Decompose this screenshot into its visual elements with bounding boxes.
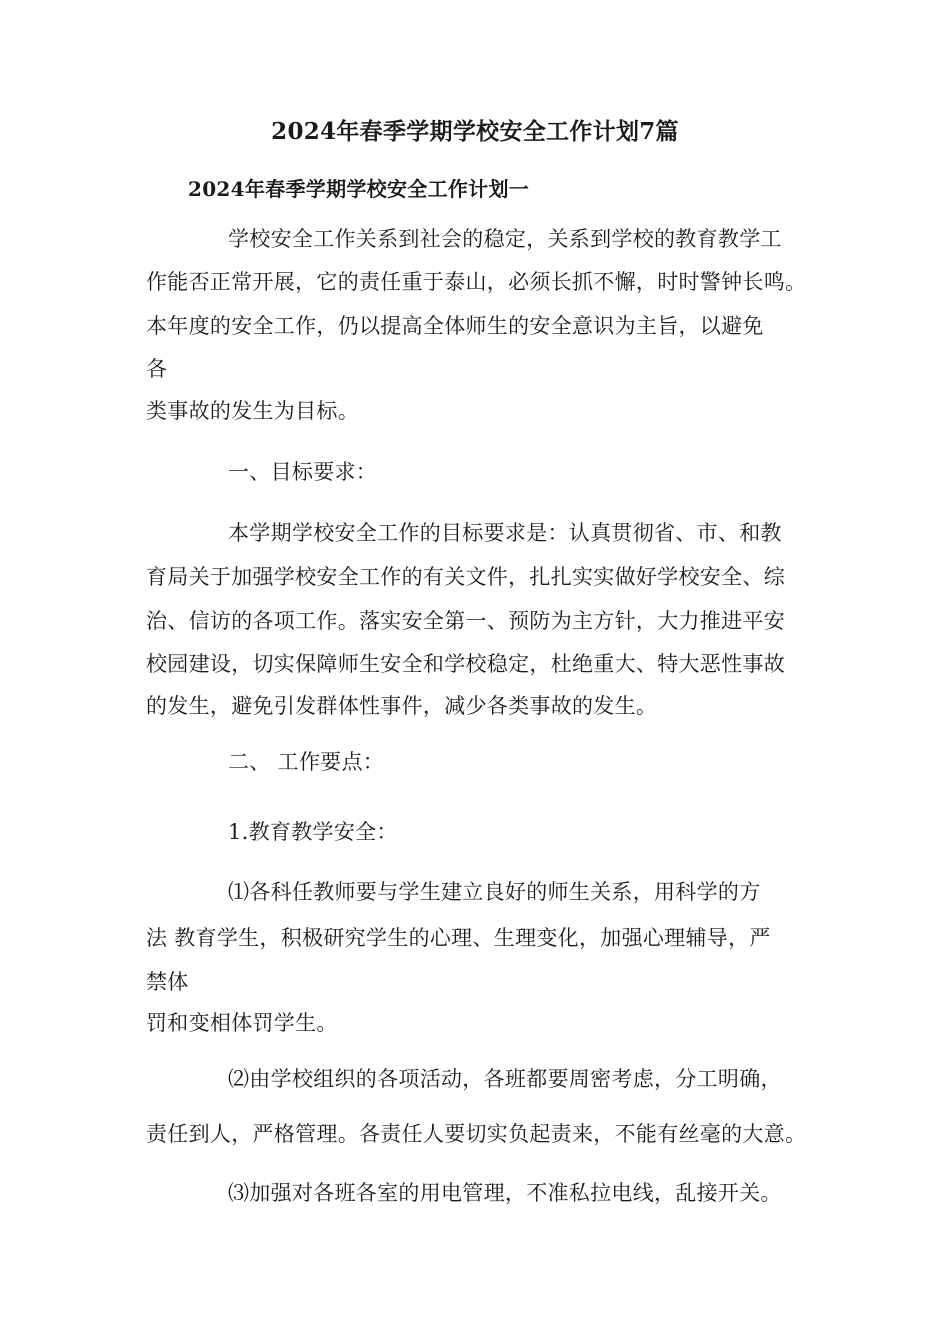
paragraph-line: 罚和变相体罚学生。 [146,1011,338,1035]
paragraph-line: 各 [146,357,168,381]
section-heading: 二、 工作要点： [228,750,385,774]
section-heading: 一、目标要求： [228,460,378,484]
paragraph-line: 法 教育学生，积极研究学生的心理、生理变化，加强心理辅导，严 [146,926,771,950]
paragraph-line: 学校安全工作关系到社会的稳定，关系到学校的教育教学工 [228,227,782,251]
paragraph-line: 治、信访的各项工作。落实安全第一、预防为主方针，大力推进平安 [146,609,785,633]
subsection-heading: 1.教育教学安全： [228,820,398,844]
section-heading: 2024年春季学期学校安全工作计划一 [188,177,530,201]
paragraph-line: 本年度的安全工作，仍以提高全体师生的安全意识为主旨，以避免 [146,314,764,338]
paragraph-line: 类事故的发生为目标。 [146,399,359,423]
paragraph-line: 育局关于加强学校安全工作的有关文件，扎扎实实做好学校安全、综 [146,565,785,589]
paragraph-line: 校园建设，切实保障师生安全和学校稳定，杜绝重大、特大恶性事故 [146,652,785,676]
paragraph-line: 责任到人，严格管理。各责任人要切实负起责来，不能有丝毫的大意。 [146,1122,807,1146]
paragraph-line: ⑶加强对各班各室的用电管理，不准私拉电线，乱接开关。 [228,1181,782,1205]
paragraph-line: ⑵由学校组织的各项活动，各班都要周密考虑，分工明确， [228,1067,782,1091]
paragraph-line: 本学期学校安全工作的目标要求是：认真贯彻省、市、和教 [228,521,782,545]
document-title: 2024年春季学期学校安全工作计划7篇 [271,118,679,145]
paragraph-line: 的发生，避免引发群体性事件，减少各类事故的发生。 [146,694,658,718]
paragraph-line: ⑴各科任教师要与学生建立良好的师生关系，用科学的方 [228,880,761,904]
paragraph-line: 作能否正常开展，它的责任重于泰山，必须长抓不懈，时时警钟长鸣。 [146,270,807,294]
paragraph-line: 禁体 [146,970,189,994]
